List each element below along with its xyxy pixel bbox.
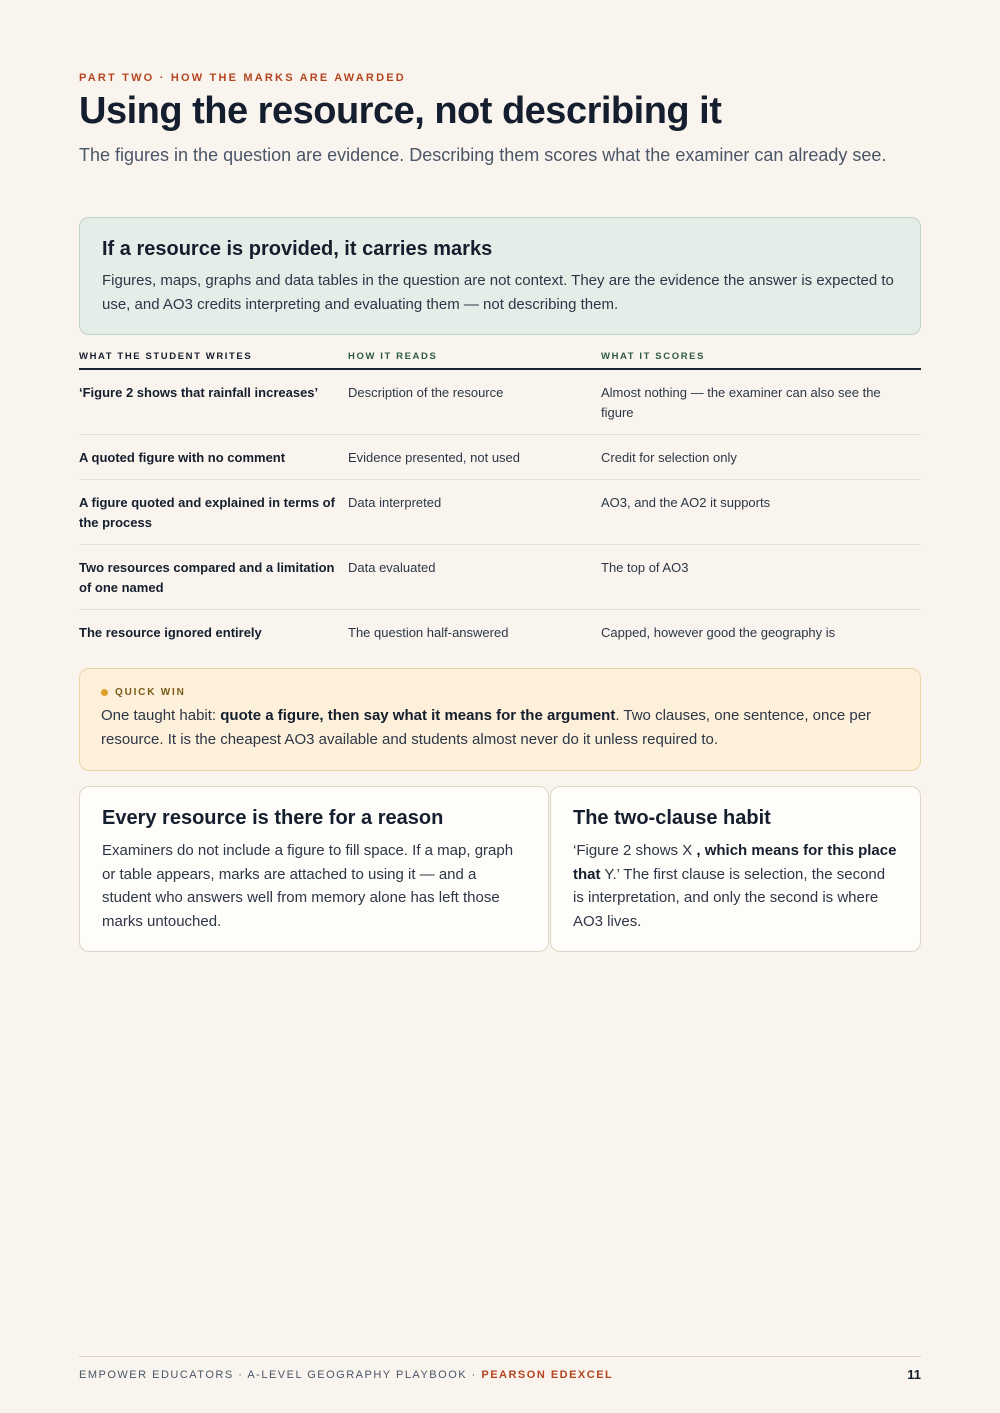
page-footer xyxy=(79,1356,921,1382)
card-body-bold: , which means for this place that xyxy=(573,842,897,883)
quick-win-text-end: . Two clauses, one sentence, once per resource. It is the cheapest AO3 available and students almost never do it unless required to. xyxy=(101,707,872,748)
cell-student-writes: The resource ignored entirely xyxy=(79,625,262,640)
cell-what-it-scores: The top of AO3 xyxy=(601,560,689,575)
card-body-start: ‘Figure 2 shows X xyxy=(573,842,693,859)
header-what-it-scores: WHAT IT SCORES xyxy=(601,351,706,362)
footer-brand: PEARSON EDEXCEL xyxy=(481,1368,614,1381)
table-row xyxy=(79,370,921,435)
card-title: The two-clause habit xyxy=(573,807,771,829)
header-student-writes: WHAT THE STUDENT WRITES xyxy=(79,351,253,362)
quick-win-text-start: One taught habit: xyxy=(101,707,221,724)
table-header xyxy=(79,348,921,370)
card-body: Examiners do not include a figure to fill space. If a map, graph or table appears, marks are attached to using it — and a student who answers well from memory alone has left those marks untouched. xyxy=(102,842,514,930)
quick-win-label xyxy=(101,687,899,698)
cell-how-it-reads: The question half-answered xyxy=(348,625,509,640)
section-eyebrow: PART TWO · HOW THE MARKS ARE AWARDED xyxy=(79,72,406,84)
cell-what-it-scores: AO3, and the AO2 it supports xyxy=(601,495,771,510)
resource-callout xyxy=(79,217,921,335)
page-number: 11 xyxy=(907,1367,921,1382)
cell-what-it-scores: Capped, however good the geography is xyxy=(601,625,836,640)
table-row xyxy=(79,545,921,610)
table-row xyxy=(79,610,921,654)
cell-student-writes: A figure quoted and explained in terms of the process xyxy=(79,495,335,530)
cell-how-it-reads: Data interpreted xyxy=(348,495,442,510)
cell-how-it-reads: Data evaluated xyxy=(348,560,436,575)
quick-win-label-text: QUICK WIN xyxy=(115,687,186,698)
card-every-resource xyxy=(79,786,549,952)
bullet-dot-icon xyxy=(101,689,108,696)
card-title: Every resource is there for a reason xyxy=(102,807,444,829)
cell-how-it-reads: Evidence presented, not used xyxy=(348,450,521,465)
quick-win-box xyxy=(79,668,921,771)
page xyxy=(79,0,921,1413)
callout-body: Figures, maps, graphs and data tables in the question are not context. They are the evidence the answer is expected to use, and AO3 credits interpreting and evaluating them — not describing them. xyxy=(102,272,894,313)
footer-credit xyxy=(79,1369,613,1381)
page-title: Using the resource, not describing it xyxy=(79,90,722,132)
header-how-it-reads: HOW IT READS xyxy=(348,351,438,362)
scoring-table xyxy=(79,348,921,654)
quick-win-text xyxy=(101,704,899,752)
cell-student-writes: ‘Figure 2 shows that rainfall increases’ xyxy=(79,385,319,400)
card-body xyxy=(573,839,898,933)
cell-what-it-scores: Credit for selection only xyxy=(601,450,737,465)
page-subtitle: The figures in the question are evidence. Describing them scores what the examiner can already see. xyxy=(79,145,887,165)
footer-text: EMPOWER EDUCATORS · A-LEVEL GEOGRAPHY PLAYBOOK · xyxy=(79,1368,482,1381)
table-row xyxy=(79,480,921,545)
card-two-clause-habit xyxy=(550,786,921,952)
table-row xyxy=(79,435,921,480)
cell-how-it-reads: Description of the resource xyxy=(348,385,504,400)
callout-title: If a resource is provided, it carries marks xyxy=(102,238,493,260)
cell-what-it-scores: Almost nothing — the examiner can also see the figure xyxy=(601,385,881,420)
quick-win-text-bold: quote a figure, then say what it means for the argument xyxy=(220,707,616,724)
cell-student-writes: Two resources compared and a limitation of one named xyxy=(79,560,335,595)
card-body-end: Y.’ The first clause is selection, the second is interpretation, and only the second is where AO3 lives. xyxy=(573,865,886,930)
cell-student-writes: A quoted figure with no comment xyxy=(79,450,286,465)
